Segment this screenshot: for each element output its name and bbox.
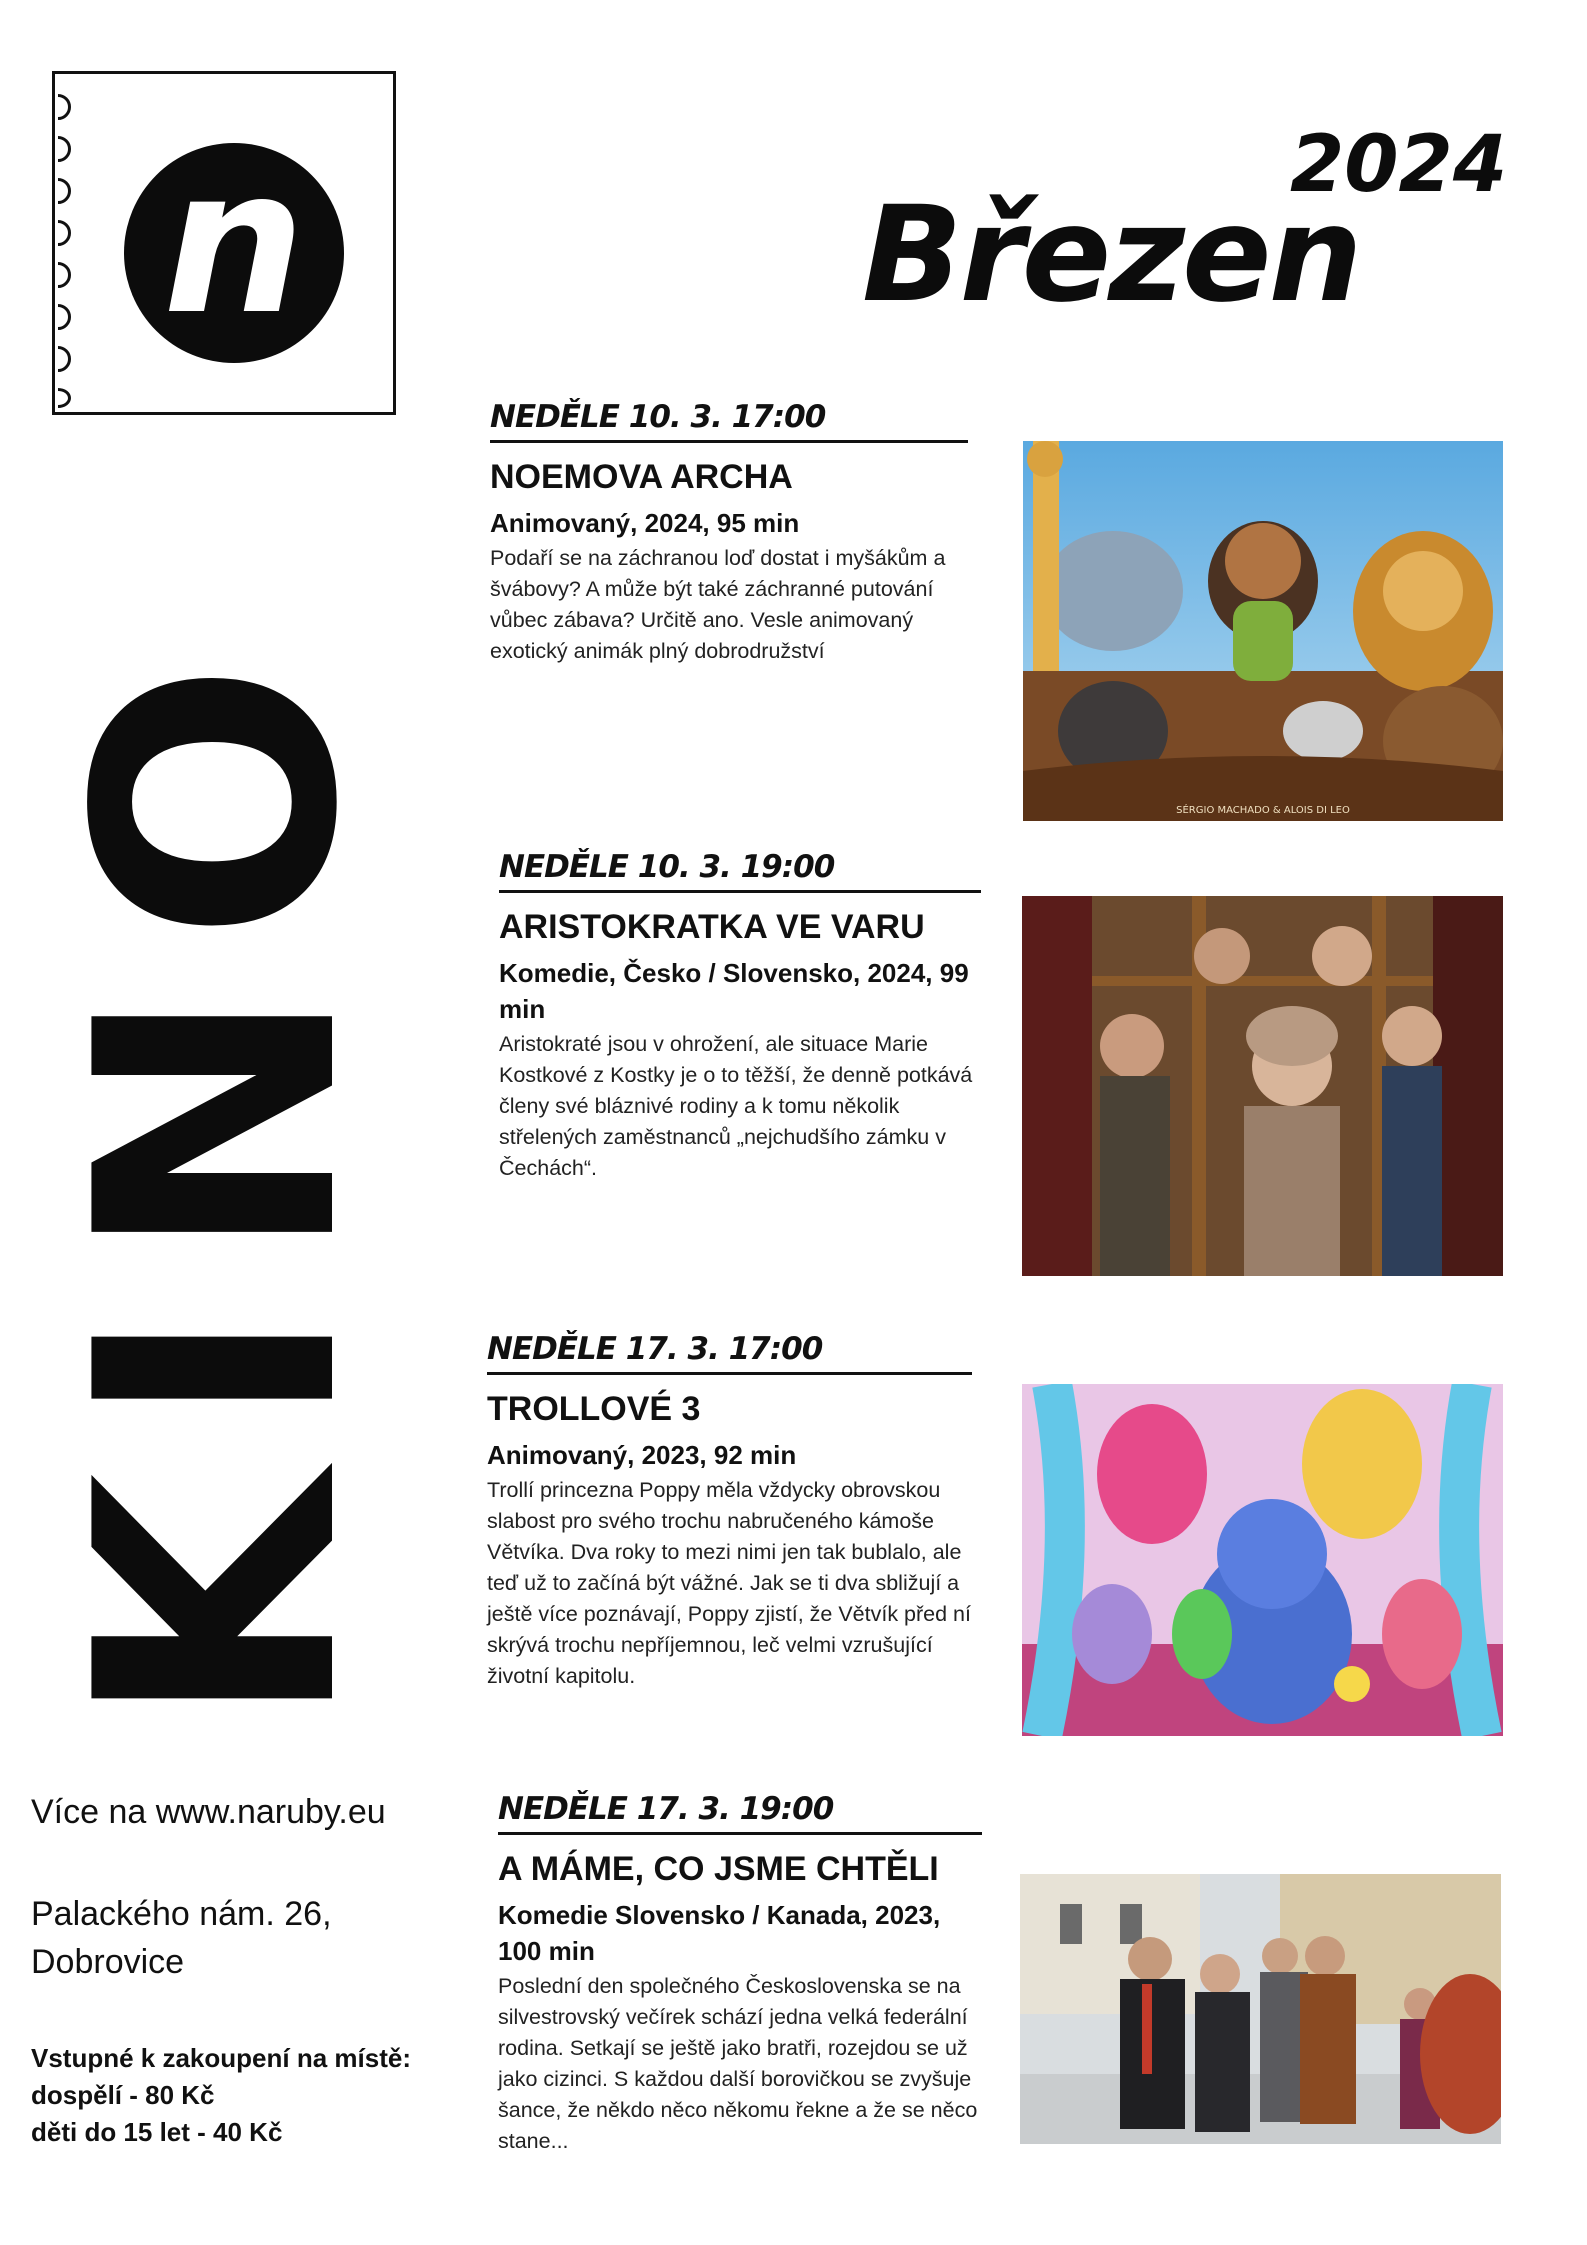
vertical-title: KINO <box>26 617 410 1729</box>
ticket-notch <box>45 178 71 204</box>
logo-circle <box>124 126 344 363</box>
price-heading: Vstupné k zakoupení na místě: <box>31 2043 411 2073</box>
price-children: děti do 15 let - 40 Kč <box>31 2117 283 2147</box>
event-description: Aristokraté jsou v ohrožení, ale situace Marie Kostkové z Kostky je o to těžší, že denně potkává členy své bláznivé rodiny a k tomu několik střelených zaměstnanců „nejchudšího zámku v Čechách“. <box>499 1032 973 1180</box>
event-date: NEDĚLE 10. 3. 17:00 <box>490 398 968 443</box>
website-info: Více na www.naruby.eu <box>31 1793 386 1831</box>
year: 2024 <box>1290 120 1508 210</box>
address-street: Palackého nám. 26, <box>31 1895 332 1933</box>
event-4 <box>498 1790 982 2157</box>
poster-trollove-3 <box>1022 1384 1503 1736</box>
ticket-notch <box>45 136 71 162</box>
event-meta: Animovaný, 2023, 92 min <box>487 1440 797 1470</box>
price-adults: dospělí - 80 Kč <box>31 2080 215 2110</box>
address <box>31 1890 451 1986</box>
ticket-notch <box>45 388 71 408</box>
event-date: NEDĚLE 17. 3. 19:00 <box>498 1790 982 1835</box>
event-1 <box>490 398 968 667</box>
event-meta: Komedie, Česko / Slovensko, 2024, 99 min <box>499 958 969 1024</box>
ticket-notch <box>45 220 71 246</box>
event-meta: Komedie Slovensko / Kanada, 2023, 100 min <box>498 1900 941 1966</box>
poster-a-mame-co-jsme-chteli <box>1020 1874 1501 2144</box>
event-title: A MÁME, CO JSME CHTĚLI <box>498 1850 939 1888</box>
month-title: Březen <box>862 178 1360 332</box>
ticket-notch <box>45 304 71 330</box>
logo <box>52 71 396 415</box>
event-title: TROLLOVÉ 3 <box>487 1390 701 1428</box>
logo-letter: n <box>162 126 306 359</box>
poster-aristokratka-ve-varu <box>1022 896 1503 1276</box>
event-description: Podaří se na záchranou loď dostat i myšákům a švábovy? A může být také záchranné putování vůbec zábava? Určitě ano. Vesle animovaný exotický animák plný dobrodružství <box>490 546 946 663</box>
address-town: Dobrovice <box>31 1943 185 1981</box>
event-2 <box>499 848 981 1184</box>
event-3 <box>487 1330 972 1692</box>
event-date: NEDĚLE 17. 3. 17:00 <box>487 1330 972 1375</box>
ticket-notch <box>45 346 71 372</box>
event-description: Poslední den společného Československa se na silvestrovský večírek schází jedna velká federální rodina. Setkají se ještě jako bratři, rozejdou se už jako cizinci. S každou další borovičkou se zvyšuje šance, že někdo něco někomu řekne a že se něco stane... <box>498 1974 978 2153</box>
poster-noemova-archa <box>1023 441 1503 821</box>
ticket-prices <box>31 2040 451 2151</box>
event-meta: Animovaný, 2024, 95 min <box>490 508 800 538</box>
poster-credit: SÉRGIO MACHADO & ALOIS DI LEO <box>1176 805 1350 816</box>
ticket-notch <box>45 262 71 288</box>
event-title: ARISTOKRATKA VE VARU <box>499 908 925 946</box>
event-description: Trollí princezna Poppy měla vždycky obrovskou slabost pro svého trochu nabručeného kámoše Větvíka. Dva roky to mezi nimi jen tak bublalo, ale teď už to začíná být vážné. Jak se ti dva sbližují a ještě více poznávají, Poppy zjistí, že Větvík před ní skrývá trochu nepříjemnou, leč velmi vzrušující životní kapitolu. <box>487 1478 971 1688</box>
ticket-notch <box>45 94 71 120</box>
event-title: NOEMOVA ARCHA <box>490 458 793 496</box>
event-date: NEDĚLE 10. 3. 19:00 <box>499 848 981 893</box>
